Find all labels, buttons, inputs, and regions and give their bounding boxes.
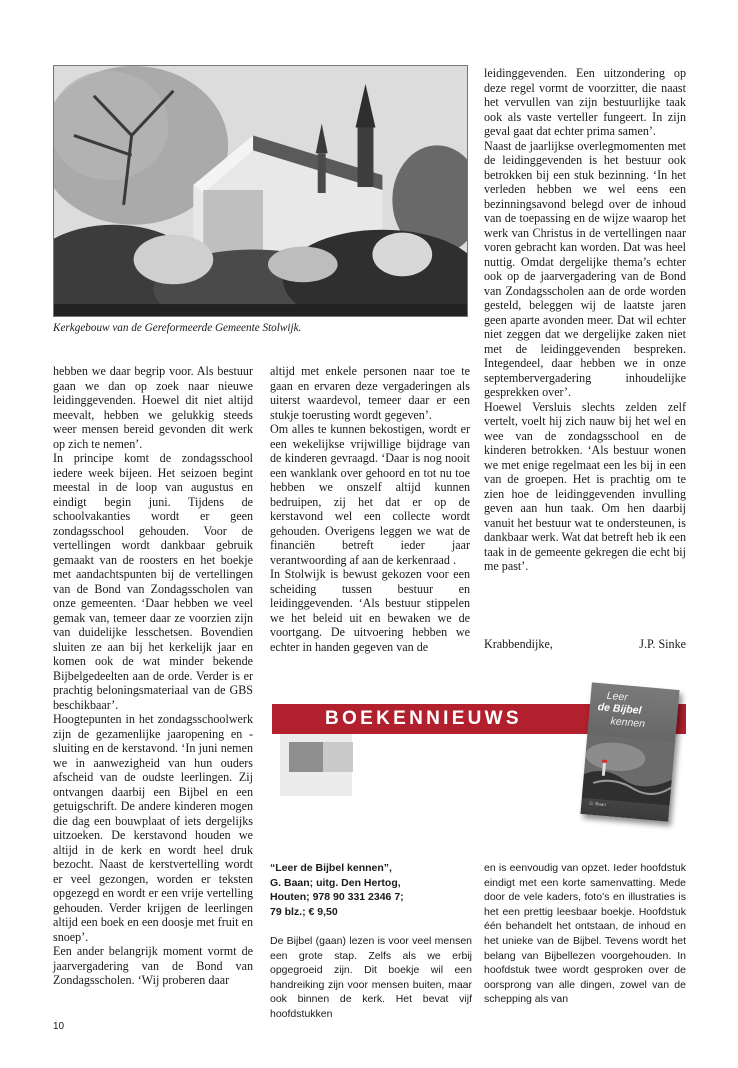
book-cover-image (582, 734, 675, 808)
paragraph: Hoewel Versluis slechts zelden zelf vertelt, voelt hij zich nauw bij het wel en wee van de zondagsschool en de kinderen betrokken. ‘Als bestuur wonen we met enige regelmaat een les bij in een van de groepen. Het is prachtig om te zien hoe de leidinggevenden invulling geven aan hun taak. Om hen daarbij vanuit het bestuur wat te ondersteunen, is dankbaar werk. Wat dat betreft heb ik een taak in de gemeente gekregen die echt bij me past’. (484, 399, 686, 573)
article-column-1 (53, 364, 253, 988)
church-photo (53, 65, 468, 317)
book-cover-title-line2: de Bijbel (597, 701, 642, 717)
page-number: 10 (53, 1021, 65, 1032)
boekennieuws-heading: BOEKENNIEUWS (325, 708, 522, 729)
book-cover (580, 682, 679, 821)
book-info-line: Houten; 978 90 331 2346 7; (270, 891, 404, 904)
book-info-line: 79 blz.; € 9,50 (270, 905, 338, 918)
article-column-3 (484, 66, 686, 574)
book-cover-title-line1: Leer (606, 689, 629, 704)
paragraph: Hoogtepunten in het zondagsschoolwerk zijn de gezamenlijke jaaropening en -sluiting en de kerstavond. ‘In juni nemen we in aanwezigheid van hun ouders afscheid van de oudste leerlingen. Zij ontvangen daarbij een Bijbel en een getuigschrift. De andere kinderen mogen die dag een bouwplaat of iets dergelijks uitzoeken. De kerstavond houden we altijd in de kerk en wordt heel druk bezocht. Naast de kerstvertelling wordt er veel gezongen, worden er teksten opgezegd en wordt er een vrije vertelling gehouden. Verder krijgen de leerlingen altijd een boek en een doosje met fruit en snoep’. (53, 712, 253, 944)
book-review-column-1: De Bijbel (gaan) lezen is voor veel mensen een grote stap. Zelfs als we erbij opgegroeid zijn. Dit boekje wil een handreiking zijn voor mensen buiten, maar ook binnen de kerk. Het bevat vijf hoofdstukken (270, 935, 472, 1020)
book-info-line: “Leer de Bijbel kennen”, (270, 862, 392, 874)
paragraph: altijd met enkele personen naar toe te gaan en ervaren deze vergaderingen als uiterst waardevol, temeer daar er een stukje toerusting wordt gegeven’. (270, 364, 470, 422)
signature-author: J.P. Sinke (639, 637, 686, 651)
book-info-line: G. Baan; uitg. Den Hertog, (270, 876, 401, 889)
article-column-2 (270, 364, 470, 654)
paragraph: In Stolwijk is bewust gekozen voor een scheiding tussen bestuur en leidinggevenden. ‘Als bestuur stippelen we het beleid uit en bewaken we de voortgang. De uitvoering hebben we echter in handen gegeven van de (270, 567, 470, 654)
church-image (54, 66, 467, 316)
photo-caption: Kerkgebouw van de Gereformeerde Gemeente Stolwijk. (53, 322, 302, 334)
book-cover-author: G. Baan (589, 800, 607, 808)
paragraph: Naast de jaarlijkse overlegmomenten met de leidinggevenden is het bestuur ook betrokken bij een stuk bezinning. ‘In het verleden hebben we wel eens een bezinningsavond belegd over de inhoud van de toepassing en de wijze waarop het werk van Christus in de vertellingen naar voren gebracht kan worden. Dat was heel nuttig. Omdat dergelijke thema’s echter ook op de jaarvergadering van de Bond van Zondagsscholen aan de orde worden gesteld, beleggen wij de laatste jaren geen aparte avonden meer. Dat wil echter niet zeggen dat we dergelijke zaken niet met de leidinggevenden bespreken. Integendeel, daar hebben we in onze septembervergadering inhoudelijke gesprekken over’. (484, 138, 686, 399)
paragraph: In principe komt de zondagsschool iedere week bijeen. Het seizoen begint meestal in de loop van augustus en eindigt begin juni. Tijdens de schoolvakanties wordt er geen zondagsschool gehouden. Voor de vertellingen wordt dankbaar gebruik gemaakt van de roosters en het boekje met aandachtspunten bij de vertellingen van de Bond van Zondagsscholen van onze gemeenten. ‘Daar hebben we veel gemak van, temeer daar ze voorzien zijn van duidelijke lesschetsen. Bovendien sluiten ze aan bij het kerkelijk jaar en komen ook de wat minder bekende Bijbelgedeelten aan de orde. Verder is er prachtig beloningsmateriaal van de GBS beschikbaar’. (53, 451, 253, 712)
paragraph: Om alles te kunnen bekostigen, wordt er een wekelijkse vrijwillige bijdrage van de kinderen gevraagd. ‘Daar is nog nooit een wanklank over gehoord en tot nu toe hebben we onszelf altijd kunnen bedruipen, zij het dat er op de kerstavond wel een collecte wordt gehouden. Overigens leggen we wat de financiën betreft ieder jaar verantwoording af aan de kerkenraad . (270, 422, 470, 567)
paragraph: leidinggevenden. Een uitzondering op deze regel vormt de voorzitter, die naast het vervullen van zijn bestuurlijke taak ook als vaste verteller fungeert. In zijn geval gaat dat echter prima samen’. (484, 66, 686, 138)
signature-place: Krabbendijke, (484, 637, 553, 651)
book-review-column-2: en is eenvoudig van opzet. Ieder hoofdstuk eindigt met een korte samenvatting. Mede door de vele kaders, foto’s en illustraties is het een prettig leesbaar boekje. Hoofdstuk één behandelt het ontstaan, de inhoud en het unieke van de Bijbel. Tevens wordt het belang van Bijbellezen voorgehouden. In hoofdstuk twee wordt gesproken over de oorsprong van alle dingen, zowel van de schepping als van (484, 862, 686, 1006)
paragraph: Een ander belangrijk moment vormt de jaarvergadering van de Bond van Zondagsscholen. ‘Wij proberen daar (53, 944, 253, 987)
decorative-square (289, 742, 325, 772)
book-cover-title-line3: kennen (610, 715, 646, 731)
article-signature (484, 637, 686, 651)
decorative-square (323, 742, 353, 772)
paragraph: hebben we daar begrip voor. Als bestuur gaan we dan op zoek naar nieuwe leidinggevenden. Hoewel dit niet altijd meevalt, hebben we gelukkig steeds weer mensen bereid gevonden dit werk op zich te nemen’. (53, 364, 253, 451)
book-info (270, 861, 470, 919)
